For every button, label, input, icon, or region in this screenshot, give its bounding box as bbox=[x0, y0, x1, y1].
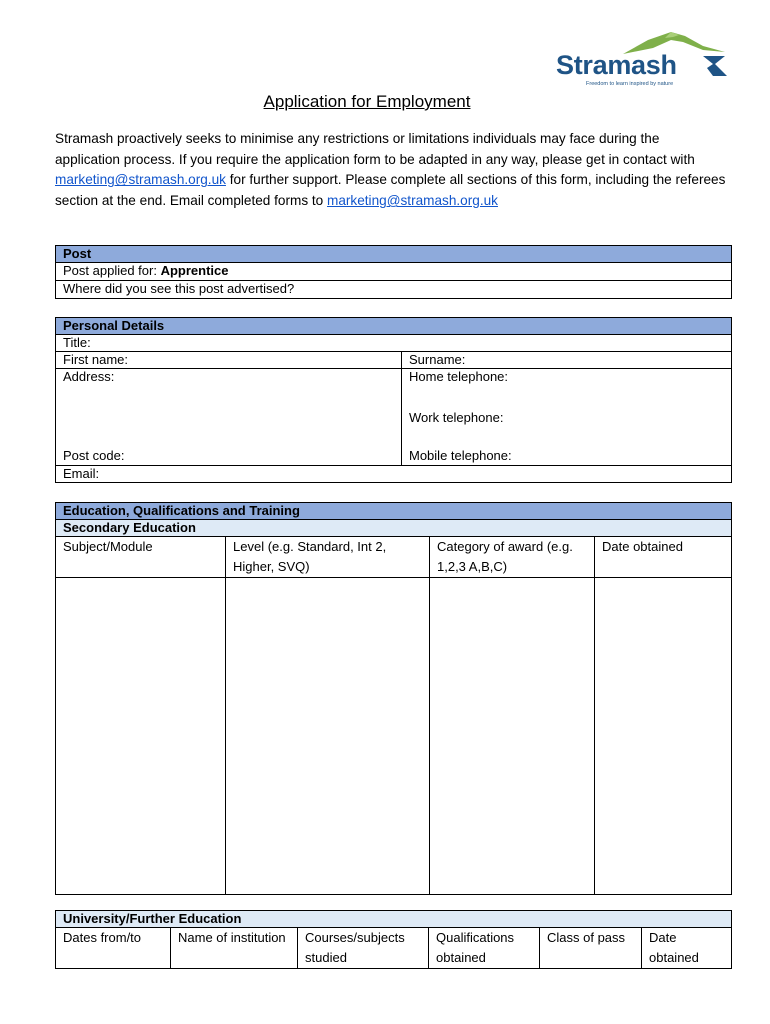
column-header: Date obtained bbox=[642, 928, 732, 969]
post-header: Post bbox=[56, 246, 732, 263]
subject-cell[interactable] bbox=[56, 578, 226, 895]
swoosh-icon bbox=[701, 54, 731, 80]
education-table bbox=[55, 502, 732, 895]
page-title: Application for Employment bbox=[263, 92, 471, 111]
date-cell[interactable] bbox=[595, 578, 732, 895]
personal-details-table bbox=[55, 317, 732, 483]
column-header: Level (e.g. Standard, Int 2, Higher, SVQ) bbox=[226, 537, 430, 578]
university-header: University/Further Education bbox=[56, 911, 732, 928]
logo-tagline: Freedom to learn inspired by nature bbox=[586, 81, 674, 87]
home-telephone-label: Home telephone: bbox=[409, 369, 509, 384]
post-code-label: Post code: bbox=[63, 448, 125, 463]
first-name-field[interactable]: First name: bbox=[56, 352, 402, 369]
category-cell[interactable] bbox=[430, 578, 595, 895]
intro-paragraph: Stramash proactively seeks to minimise any restrictions or limitations individuals may face during the application process. If you require the application form to be adapted in any way, please get in contact with marketing@stramash.org.uk for further support. Please complete all sections of this form, including the referees section at the end. Email completed forms to marketing@stramash.org.uk bbox=[55, 131, 726, 209]
telephone-fields[interactable] bbox=[402, 369, 732, 466]
column-header: Courses/subjects studied bbox=[298, 928, 429, 969]
address-field[interactable]: Address: Post code: bbox=[56, 369, 402, 466]
level-cell[interactable] bbox=[226, 578, 430, 895]
column-header: Qualifications obtained bbox=[429, 928, 540, 969]
column-header: Dates from/to bbox=[56, 928, 171, 969]
post-advertised-field[interactable]: Where did you see this post advertised? bbox=[56, 281, 732, 299]
email-link[interactable]: marketing@stramash.org.uk bbox=[55, 172, 226, 188]
post-applied-field[interactable]: Post applied for: Apprentice bbox=[56, 263, 732, 281]
title-field[interactable]: Title: bbox=[56, 335, 732, 352]
mobile-telephone-label: Mobile telephone: bbox=[409, 448, 512, 463]
column-header: Category of award (e.g. 1,2,3 A,B,C) bbox=[430, 537, 595, 578]
stramash-logo bbox=[553, 28, 733, 90]
university-table bbox=[55, 910, 732, 969]
personal-header: Personal Details bbox=[56, 318, 732, 335]
education-header: Education, Qualifications and Training bbox=[56, 503, 732, 520]
email-link-2[interactable]: marketing@stramash.org.uk bbox=[327, 193, 498, 209]
email-field[interactable]: Email: bbox=[56, 466, 732, 483]
surname-field[interactable]: Surname: bbox=[402, 352, 732, 369]
post-table bbox=[55, 245, 732, 299]
column-header: Class of pass bbox=[540, 928, 642, 969]
secondary-education-header: Secondary Education bbox=[56, 520, 732, 537]
logo-wordmark: Stramash bbox=[556, 50, 677, 80]
column-header: Date obtained bbox=[595, 537, 732, 578]
column-header: Name of institution bbox=[171, 928, 298, 969]
column-header: Subject/Module bbox=[56, 537, 226, 578]
work-telephone-label: Work telephone: bbox=[409, 410, 504, 425]
